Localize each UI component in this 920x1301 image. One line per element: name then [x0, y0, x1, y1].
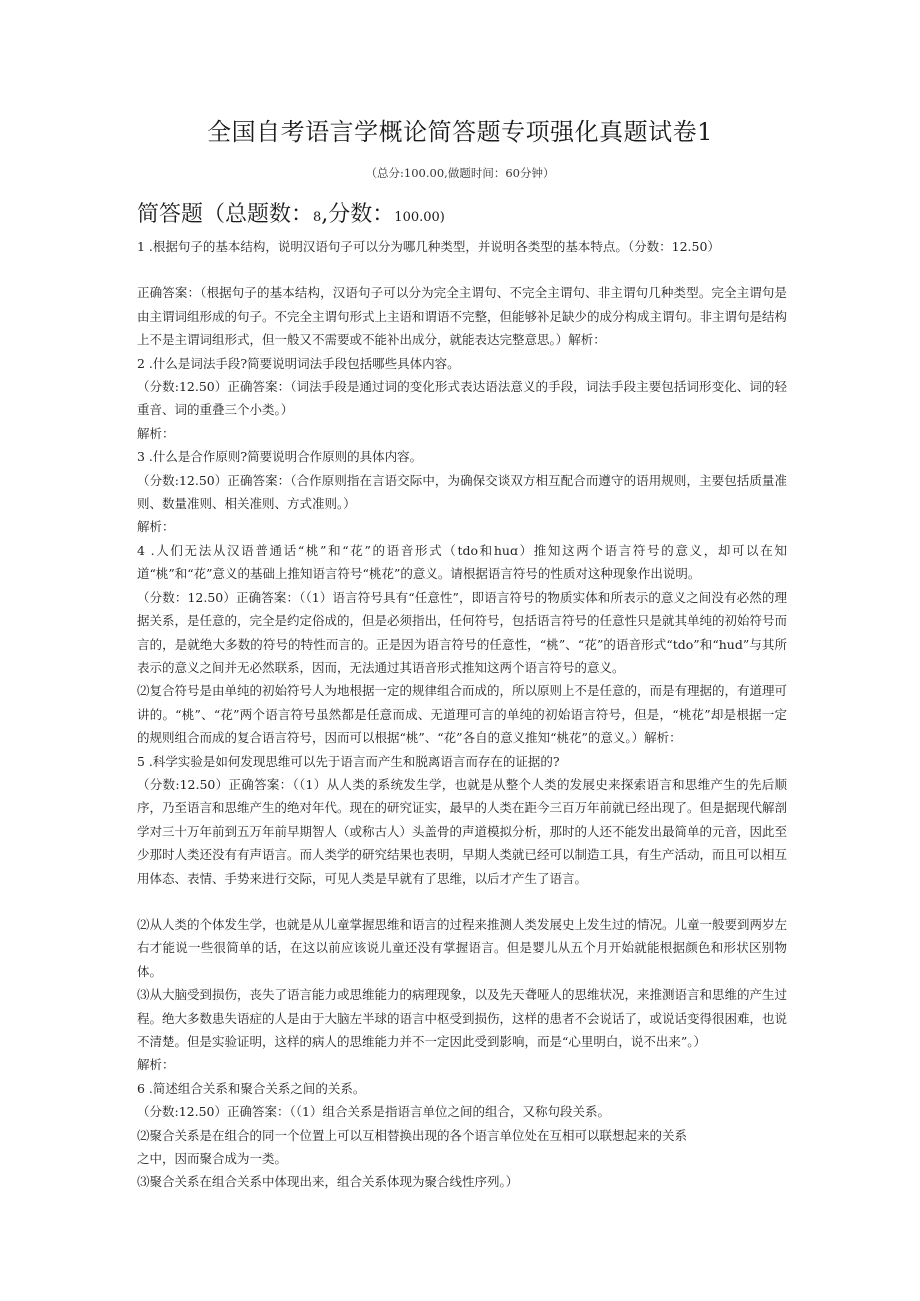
section-score: 100.00): [394, 210, 445, 225]
analysis-2: 解析：: [137, 425, 175, 441]
answer-4-part-1: （分数：12.50）正确答案：（（1）语言符号具有“任意性”，即语言符号的物质实体和所表示的意义之间没有必然的理据关系，是任意的，完全是约定俗成的，但是必须指出，任何符号，包括语言符号的任意性只是就其单纯的初始符号而言的，是就绝大多数的符号的特性而言的。正是因为语言符号的任意性，“桃”、“花”的语音形式“tdo”和“hud”与其所表示的意义之间并无必然联系，因而，无法通过其语音形式推知这两个语言符号的意义。: [137, 589, 788, 675]
section-score-label: ,分数：: [321, 202, 395, 227]
question-6: 6 .简述组合关系和聚合关系之间的关系。: [137, 1080, 366, 1096]
answer-6-part-2: ⑵聚合关系是在组合的同一个位置上可以互相替换出现的各个语言单位处在互相可以联想起来的关系: [137, 1127, 688, 1143]
section-heading: [137, 197, 445, 228]
answer-5-part-3: ⑶从大脑受到损伤，丧失了语言能力或思维能力的病理现象，以及先天聋哑人的思维状况，来推测语言和思维的产生过程。绝大多数患失语症的人是由于大脑左半球的语言中枢受到损伤，这样的患者不会说话了，或说话变得很困难，也说不清楚。但是实验证明，这样的病人的思维能力并不一定因此受到影响，而是“心里明白，说不出来”。）: [137, 987, 788, 1049]
answer-3: （分数:12.50）正确答案：（合作原则指在言语交际中，为确保交谈双方相互配合而遵守的语用规则，主要包括质量准则、数量准则、相关准则、方式准则。）: [137, 472, 787, 512]
answer-1: 正确答案：（根据句子的基本结构，汉语句子可以分为完全主谓句、不完全主谓句、非主谓句几种类型。完全主谓句是由主谓词组形成的句子。不完全主谓句形式上主语和谓语不完整，但能够补足缺少的成分构成主谓句。非主谓句是结构上不是主谓词组形式，但一般又不需要或不能补出成分，就能表达完整意思。）解析：: [137, 285, 788, 348]
question-4: 4 .人们无法从汉语普通话“桃”和“花”的语音形式（tdo和huɑ）推知这两个语言符号的意义，却可以在知道“桃”和“花”意义的基础上推知语言符号“桃花”的意义。请根据语言符号的性质对这种现象作出说明。: [137, 542, 787, 582]
document-title: 全国自考语言学概论简答题专项强化真题试卷1: [207, 118, 713, 146]
answer-6-part-3: ⑶聚合关系在组合关系中体现出来，组合关系体现为聚合线性序列。）: [137, 1174, 519, 1190]
questions-body: [137, 235, 787, 1194]
answer-6-part-1: （分数:12.50）正确答案：（（1）组合关系是指语言单位之间的组合，又称句段关系。: [137, 1104, 610, 1120]
analysis-3: 解析：: [137, 519, 175, 535]
answer-5-part-1: （分数:12.50）正确答案：（（1）从人类的系统发生学，也就是从整个人类的发展史来探索语言和思维产生的先后顺序，乃至语言和思维产生的绝对年代。现在的研究证实，最早的人类在距今三百万年前就已经出现了。但是据现代解剖学对三十万年前到五万年前早期智人（或称古人）头盖骨的声道模拟分析，那时的人还不能发出最简单的元音，因此至少那时人类还没有有声语言。而人类学的研究结果也表明，早期人类就已经可以制造工具，有生产活动，而且可以相互用体态、表情、手势来进行交际，可见人类是早就有了思维，以后才产生了语言。: [137, 776, 788, 886]
question-count: 8: [313, 210, 322, 225]
analysis-5: 解析：: [137, 1057, 175, 1073]
question-2: 2 .什么是词法手段?简要说明词法手段包括哪些具体内容。: [137, 355, 460, 371]
answer-4-part-2: ⑵复合符号是由单纯的初始符号人为地根据一定的规律组合而成的，所以原则上不是任意的，而是有理据的，有道理可讲的。“桃”、“花”两个语言符号虽然都是任意而成、无道理可言的单纯的初始语言符号，但是，“桃花”却是根据一定的规则组合而成的复合语言符号，因而可以根据“桃”、“花”各自的意义推知“桃花”的意义。）解析：: [137, 683, 788, 746]
question-1: 1 .根据句子的基本结构，说明汉语句子可以分为哪几种类型，并说明各类型的基本特点。（分数：12.50）: [137, 239, 720, 254]
question-5: 5 .科学实验是如何发现思维可以先于语言而产生和脱离语言而存在的证据的?: [137, 753, 560, 769]
exam-info: （总分:100.00,做题时间：60分钟）: [365, 166, 555, 180]
answer-5-part-2: ⑵从人类的个体发生学，也就是从儿童掌握思维和语言的过程来推测人类发展史上发生过的情况。儿童一般要到两岁左右才能说一些很简单的话，在这以前应该说儿童还没有掌握语言。但是婴儿从五个月开始就能根据颜色和形状区别物体。: [137, 916, 788, 979]
question-3: 3 .什么是合作原则?简要说明合作原则的具体内容。: [137, 449, 423, 465]
section-heading-label: 简答题（总题数：: [137, 202, 314, 227]
answer-2: （分数:12.50）正确答案：（词法手段是通过词的变化形式表达语法意义的手段，词法手段主要包括词形变化、词的轻重音、词的重叠三个小类。）: [137, 379, 787, 418]
answer-6-part-2-cont: 之中，因而聚合成为一类。: [137, 1151, 288, 1167]
